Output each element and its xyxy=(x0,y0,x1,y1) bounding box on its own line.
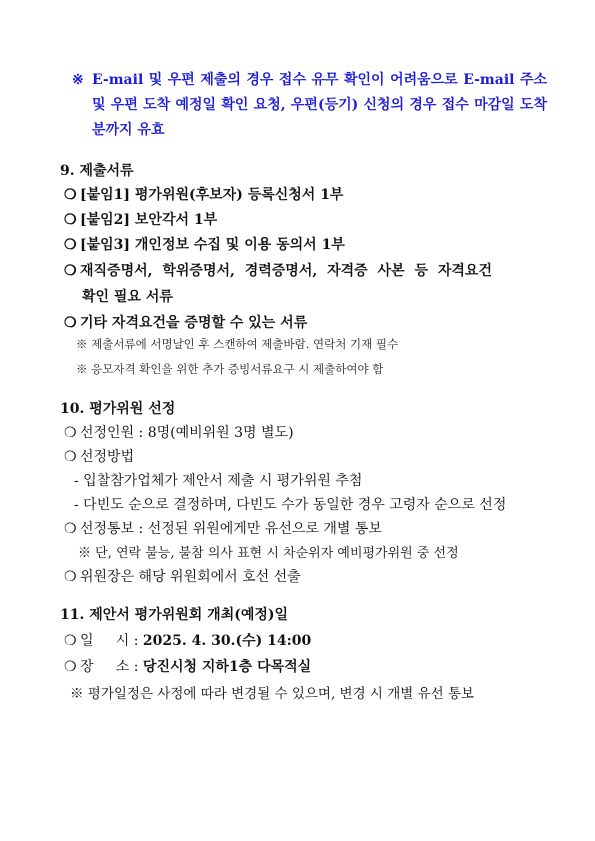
list-item xyxy=(64,234,345,254)
date-label: 일 시 : xyxy=(80,633,143,649)
item-text: 위원장은 해당 위원회에서 호선 선출 xyxy=(80,569,301,585)
item-text: 선정방법 xyxy=(80,449,135,465)
notice-mark: ※ xyxy=(72,72,84,88)
section-10-title: 10. 평가위원 선정 xyxy=(60,401,176,417)
bullet-icon: ❍ xyxy=(64,187,77,203)
list-item xyxy=(64,446,134,466)
list-item xyxy=(64,422,294,442)
item-text: [붙임3] 개인정보 수집 및 이용 동의서 1부 xyxy=(80,237,345,253)
place-label: 장 소 : xyxy=(80,659,143,675)
place-value: 당진시청 지하1층 다목적실 xyxy=(142,659,312,675)
bullet-icon: ❍ xyxy=(64,521,77,537)
schedule-date xyxy=(64,630,311,650)
bullet-icon: ❍ xyxy=(64,263,77,279)
list-item xyxy=(64,312,307,332)
item-text: 선정통보 : 선정된 위원에게만 유선으로 개별 통보 xyxy=(80,521,382,537)
item-text-continued: 확인 필요 서류 xyxy=(82,289,173,305)
schedule-place xyxy=(64,656,311,676)
bullet-icon: ❍ xyxy=(64,425,77,441)
item-text: 재직증명서, 학위증명서, 경력증명서, 자격증 사본 등 자격요건 xyxy=(80,263,492,279)
notice-text: E-mail 및 우편 제출의 경우 접수 유무 확인이 어려움으로 E-mail 주소 및 우편 도착 예정일 확인 요청, 우편(등기) 신청의 경우 접수 마감일 도착분까지 유효 xyxy=(92,72,547,138)
list-item xyxy=(64,184,343,204)
list-item xyxy=(64,518,382,538)
item-text: [붙임2] 보안각서 1부 xyxy=(80,212,218,228)
note-text: ※ 응모자격 확인을 위한 추가 증빙서류요구 시 제출하여야 함 xyxy=(76,362,384,376)
bullet-icon: ❍ xyxy=(64,449,77,465)
note-text: ※ 제출서류에 서명날인 후 스캔하여 제출바람. 연락처 기재 필수 xyxy=(76,337,399,351)
list-item xyxy=(64,209,217,229)
item-text: [붙임1] 평가위원(후보자) 등록신청서 1부 xyxy=(80,187,344,203)
date-value: 2025. 4. 30.(수) 14:00 xyxy=(142,633,312,649)
bullet-icon: ❍ xyxy=(64,569,77,585)
note-text: ※ 단, 연락 불능, 불참 의사 표현 시 차순위자 예비평가위원 중 선정 xyxy=(78,546,459,561)
item-text: 기타 자격요건을 증명할 수 있는 서류 xyxy=(80,315,308,331)
bullet-icon: ❍ xyxy=(64,659,77,675)
dash-item: - 다빈도 순으로 결정하며, 다빈도 수가 동일한 경우 고령자 순으로 선정 xyxy=(74,497,507,513)
dash-item: - 입찰참가업체가 제안서 제출 시 평가위원 추첨 xyxy=(74,473,363,489)
bullet-icon: ❍ xyxy=(64,237,77,253)
section-11-title: 11. 제안서 평가위원회 개최(예정)일 xyxy=(60,607,289,623)
bullet-icon: ❍ xyxy=(64,212,77,228)
section-9-title: 9. 제출서류 xyxy=(60,163,134,179)
item-text: 선정인원 : 8명(예비위원 3명 별도) xyxy=(80,425,294,441)
note-text: ※ 평가일정은 사정에 따라 변경될 수 있으며, 변경 시 개별 유선 통보 xyxy=(70,686,475,702)
bullet-icon: ❍ xyxy=(64,633,77,649)
list-item xyxy=(64,566,301,586)
list-item xyxy=(64,260,492,280)
bullet-icon: ❍ xyxy=(64,315,77,331)
